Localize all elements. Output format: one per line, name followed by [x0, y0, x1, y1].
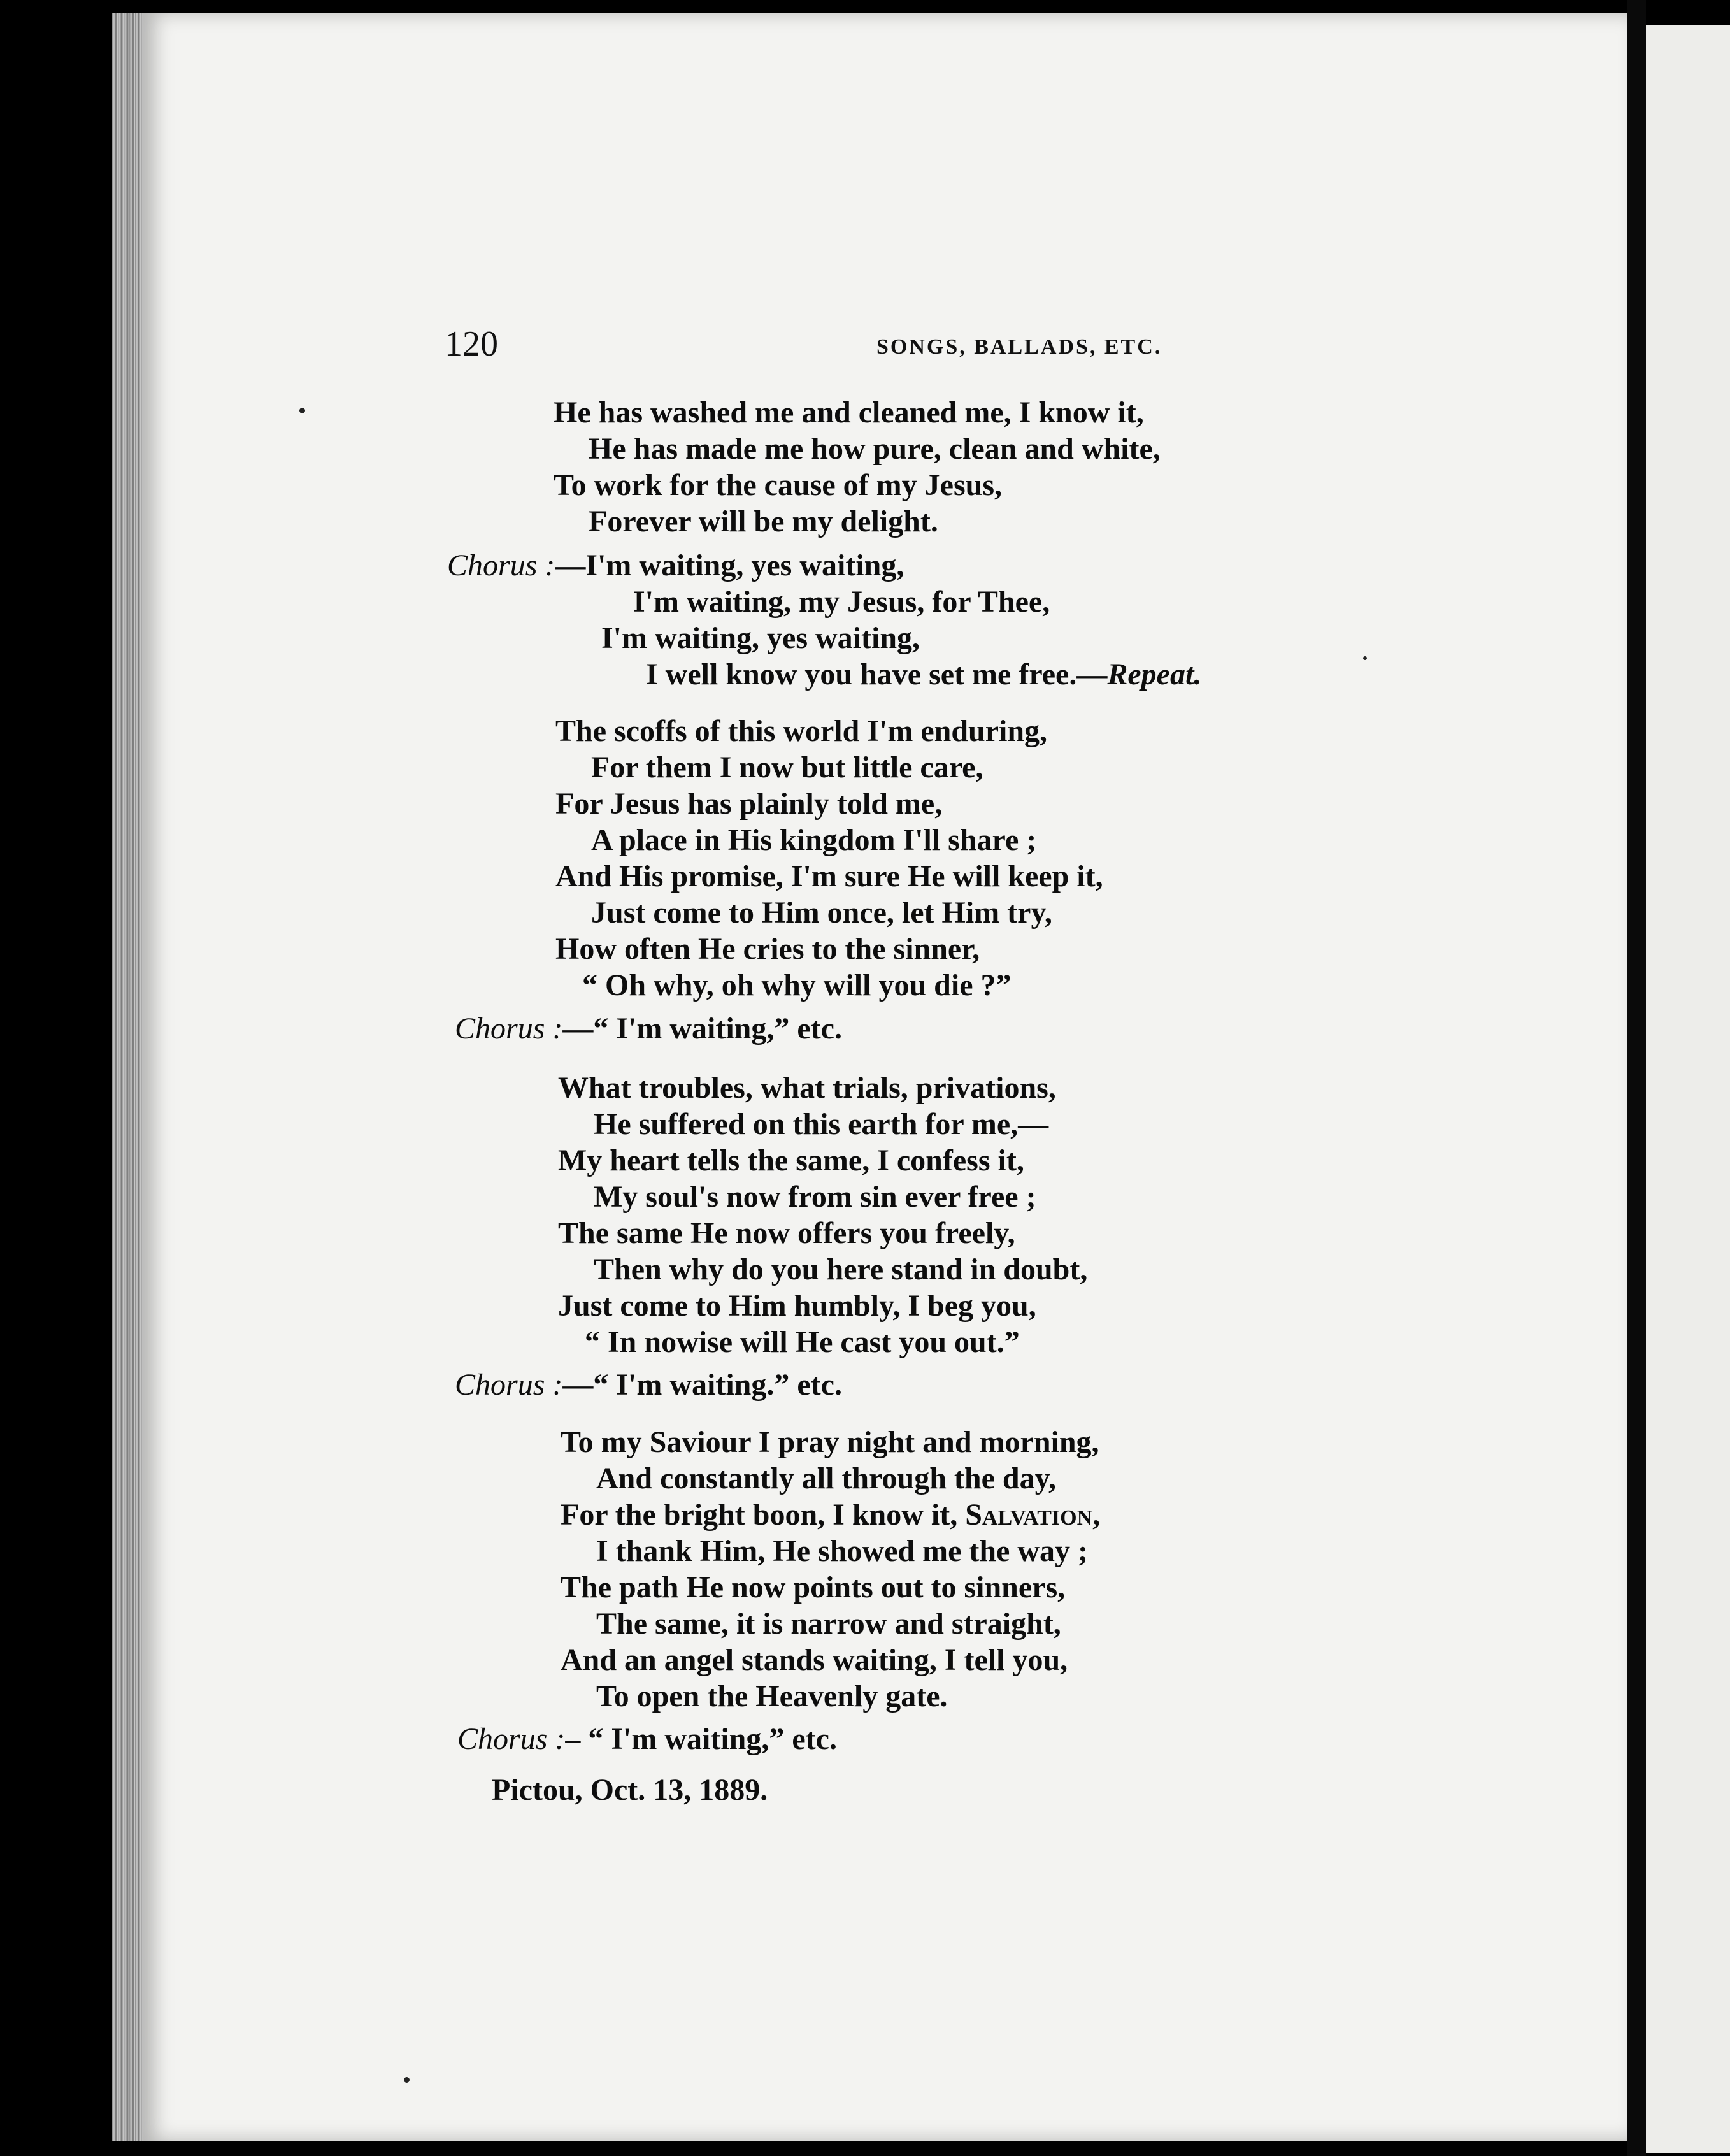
book-page: [143, 13, 1627, 2141]
verse-line: And an angel stands waiting, I tell you,: [561, 1643, 1068, 1677]
verse-line: And constantly all through the day,: [596, 1462, 1056, 1495]
chorus-label: Chorus :: [447, 549, 555, 582]
chorus-label: Chorus :: [455, 1012, 563, 1046]
chorus-text: – “ I'm waiting,” etc.: [565, 1722, 837, 1756]
verse-line: For Jesus has plainly told me,: [555, 787, 943, 821]
verse-line: Just come to Him humbly, I beg you,: [558, 1289, 1036, 1323]
repeat-mark: Repeat.: [1107, 658, 1202, 691]
verse-line: [561, 1497, 1100, 1532]
verse-line: He suffered on this earth for me,—: [594, 1107, 1049, 1141]
verse-line: For them I now but little care,: [591, 751, 983, 784]
chorus-line: [447, 548, 904, 583]
verse-line: He has made me how pure, clean and white,: [589, 432, 1161, 466]
verse-line: How often He cries to the sinner,: [555, 932, 980, 966]
verse-line: The scoffs of this world I'm enduring,: [555, 714, 1048, 748]
verse-line: The same He now offers you freely,: [558, 1216, 1015, 1250]
chorus-text: —I'm waiting, yes waiting,: [555, 549, 904, 582]
verse-line: “ Oh why, oh why will you die ?”: [582, 968, 1012, 1002]
verse-line: “ In nowise will He cast you out.”: [585, 1325, 1020, 1359]
chorus-line: [455, 1367, 842, 1402]
page-number: 120: [445, 324, 498, 364]
verse-line: To open the Heavenly gate.: [596, 1679, 948, 1713]
verse-line: To my Saviour I pray night and morning,: [561, 1425, 1099, 1459]
verse-line: My soul's now from sin ever free ;: [594, 1180, 1036, 1214]
verse-line: To work for the cause of my Jesus,: [554, 468, 1002, 502]
verse-line: The same, it is narrow and straight,: [596, 1607, 1061, 1641]
facing-page-edge: [1646, 25, 1730, 2153]
verse-line: The path He now points out to sinners,: [561, 1570, 1066, 1604]
verse-text: For the bright boon, I know it,: [561, 1498, 966, 1532]
chorus-line: [455, 1011, 842, 1046]
chorus-text: —“ I'm waiting,” etc.: [562, 1012, 842, 1046]
running-head: SONGS, BALLADS, ETC.: [876, 335, 1162, 359]
verse-line: Forever will be my delight.: [589, 505, 938, 538]
verse-line: And His promise, I'm sure He will keep it,: [555, 859, 1103, 893]
chorus-line: I'm waiting, yes waiting,: [601, 621, 920, 655]
signoff: Pictou, Oct. 13, 1889.: [492, 1773, 768, 1807]
verse-line: Then why do you here stand in doubt,: [594, 1253, 1088, 1286]
chorus-text: I well know you have set me free.—: [646, 658, 1108, 691]
ink-speck: [299, 408, 305, 413]
gutter-shadow: [1627, 0, 1646, 2156]
chorus-line: [646, 657, 1201, 692]
chorus-line: [457, 1721, 837, 1757]
chorus-text: —“ I'm waiting.” etc.: [562, 1368, 842, 1402]
verse-line: I thank Him, He showed me the way ;: [596, 1534, 1089, 1568]
verse-line: A place in His kingdom I'll share ;: [591, 823, 1037, 857]
verse-line: Just come to Him once, let Him try,: [591, 896, 1052, 930]
chorus-line: I'm waiting, my Jesus, for Thee,: [633, 585, 1050, 619]
verse-line: My heart tells the same, I confess it,: [558, 1144, 1024, 1177]
ink-speck: [1363, 656, 1367, 660]
ink-speck: [404, 2077, 410, 2083]
salvation-word: Salvation,: [965, 1498, 1101, 1532]
chorus-label: Chorus :: [455, 1368, 563, 1402]
verse-line: He has washed me and cleaned me, I know it,: [554, 396, 1144, 429]
verse-line: What troubles, what trials, privations,: [558, 1071, 1056, 1105]
chorus-label: Chorus :: [457, 1722, 566, 1756]
